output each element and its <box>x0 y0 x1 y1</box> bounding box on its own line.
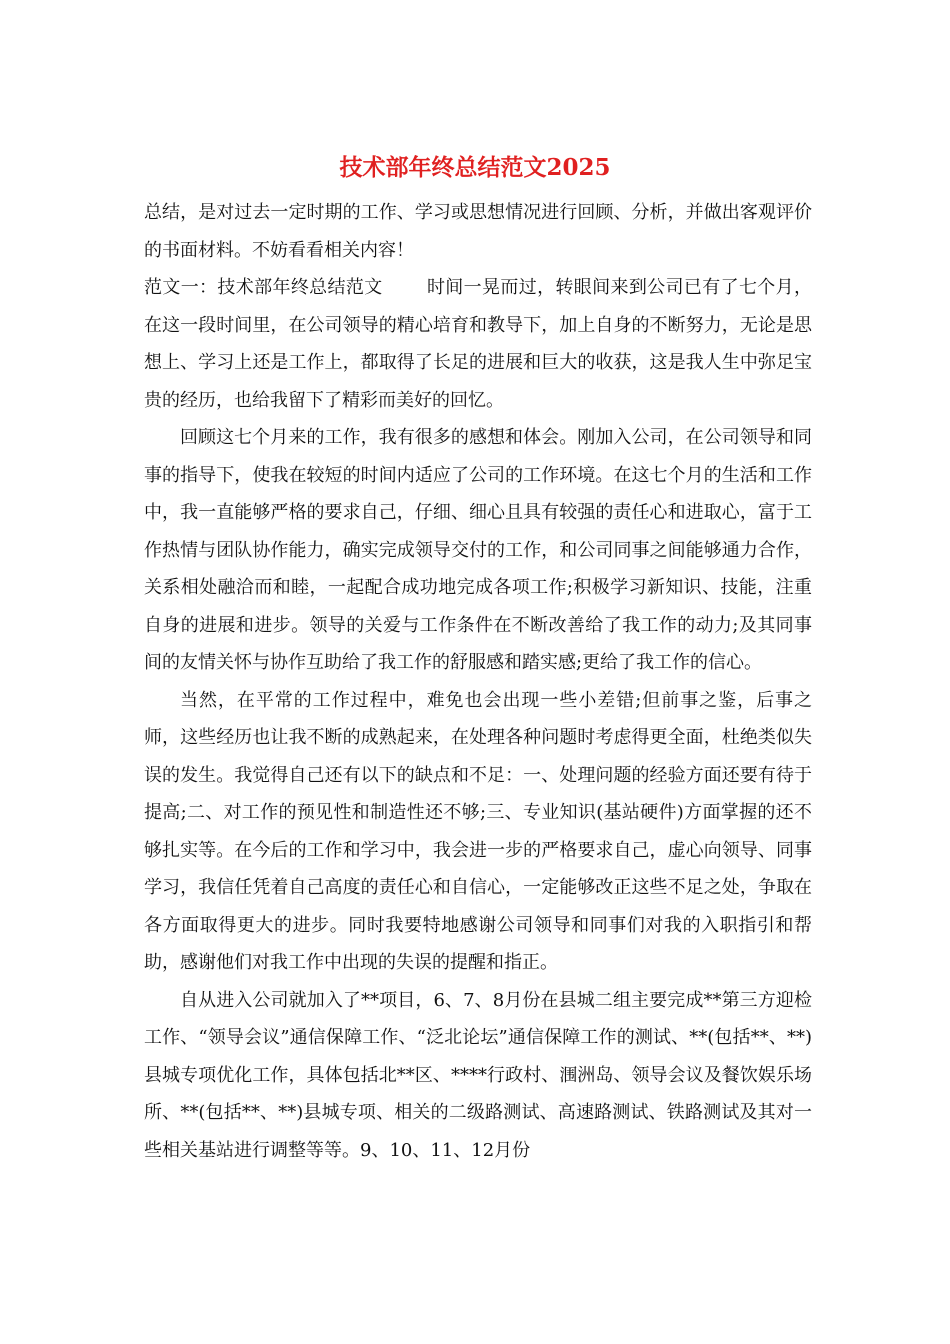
sample-label: 范文一：技术部年终总结范文 <box>144 277 383 298</box>
paragraph-1-text: 时间一晃而过，转眼间来到公司已有了七个月，在这一段时间里，在公司领导的精心培育和教导下，加上自身的不断努力，无论是思想上、学习上还是工作上，都取得了长足的进展和巨大的收获，这是我人生中弥足宝贵的经历，也给我留下了精彩而美好的回忆。 <box>144 277 813 411</box>
paragraph-3: 当然，在平常的工作过程中，难免也会出现一些小差错;但前事之鉴，后事之师，这些经历也让我不断的成熟起来，在处理各种问题时考虑得更全面，杜绝类似失误的发生。我觉得自己还有以下的缺点和不足：一、处理问题的经验方面还要有待于提高;二、对工作的预见性和制造性还不够;三、专业知识(基站硬件)方面掌握的还不够扎实等。在今后的工作和学习中，我会进一步的严格要求自己，虚心向领导、同事学习，我信任凭着自己高度的责任心和自信心，一定能够改正这些不足之处，争取在各方面取得更大的进步。同时我要特地感谢公司领导和同事们对我的入职指引和帮助，感谢他们对我工作中出现的失误的提醒和指正。 <box>144 689 812 973</box>
sample-first-paragraph <box>144 269 812 419</box>
document-title: 技术部年终总结范文2025 <box>339 154 611 181</box>
document-body <box>144 194 812 1169</box>
paragraph-2: 回顾这七个月来的工作，我有很多的感想和体会。刚加入公司，在公司领导和同事的指导下，使我在较短的时间内适应了公司的工作环境。在这七个月的生活和工作中，我一直能够严格的要求自己，仔细、细心且具有较强的责任心和进取心，富于工作热情与团队协作能力，确实完成领导交付的工作，和公司同事之间能够通力合作，关系相处融洽而和睦，一起配合成功地完成各项工作;积极学习新知识、技能，注重自身的进展和进步。领导的关爱与工作条件在不断改善给了我工作的动力;及其同事间的友情关怀与协作互助给了我工作的舒服感和踏实感;更给了我工作的信心。 <box>144 427 812 673</box>
intro-paragraph: 总结，是对过去一定时期的工作、学习或思想情况进行回顾、分析，并做出客观评价的书面材料。不妨看看相关内容！ <box>144 202 812 261</box>
paragraph-4: 自从进入公司就加入了**项目，6、7、8月份在县城二组主要完成**第三方迎检工作、“领导会议”通信保障工作、“泛北论坛”通信保障工作的测试、**(包括**、**)县城专项优化工作，具体包括北**区、****行政村、涠洲岛、领导会议及餐饮娱乐场所、**(包括**、**)县城专项、相关的二级路测试、高速路测试、铁路测试及其对一些相关基站进行调整等等。9、10、11、12月份 <box>144 989 812 1161</box>
